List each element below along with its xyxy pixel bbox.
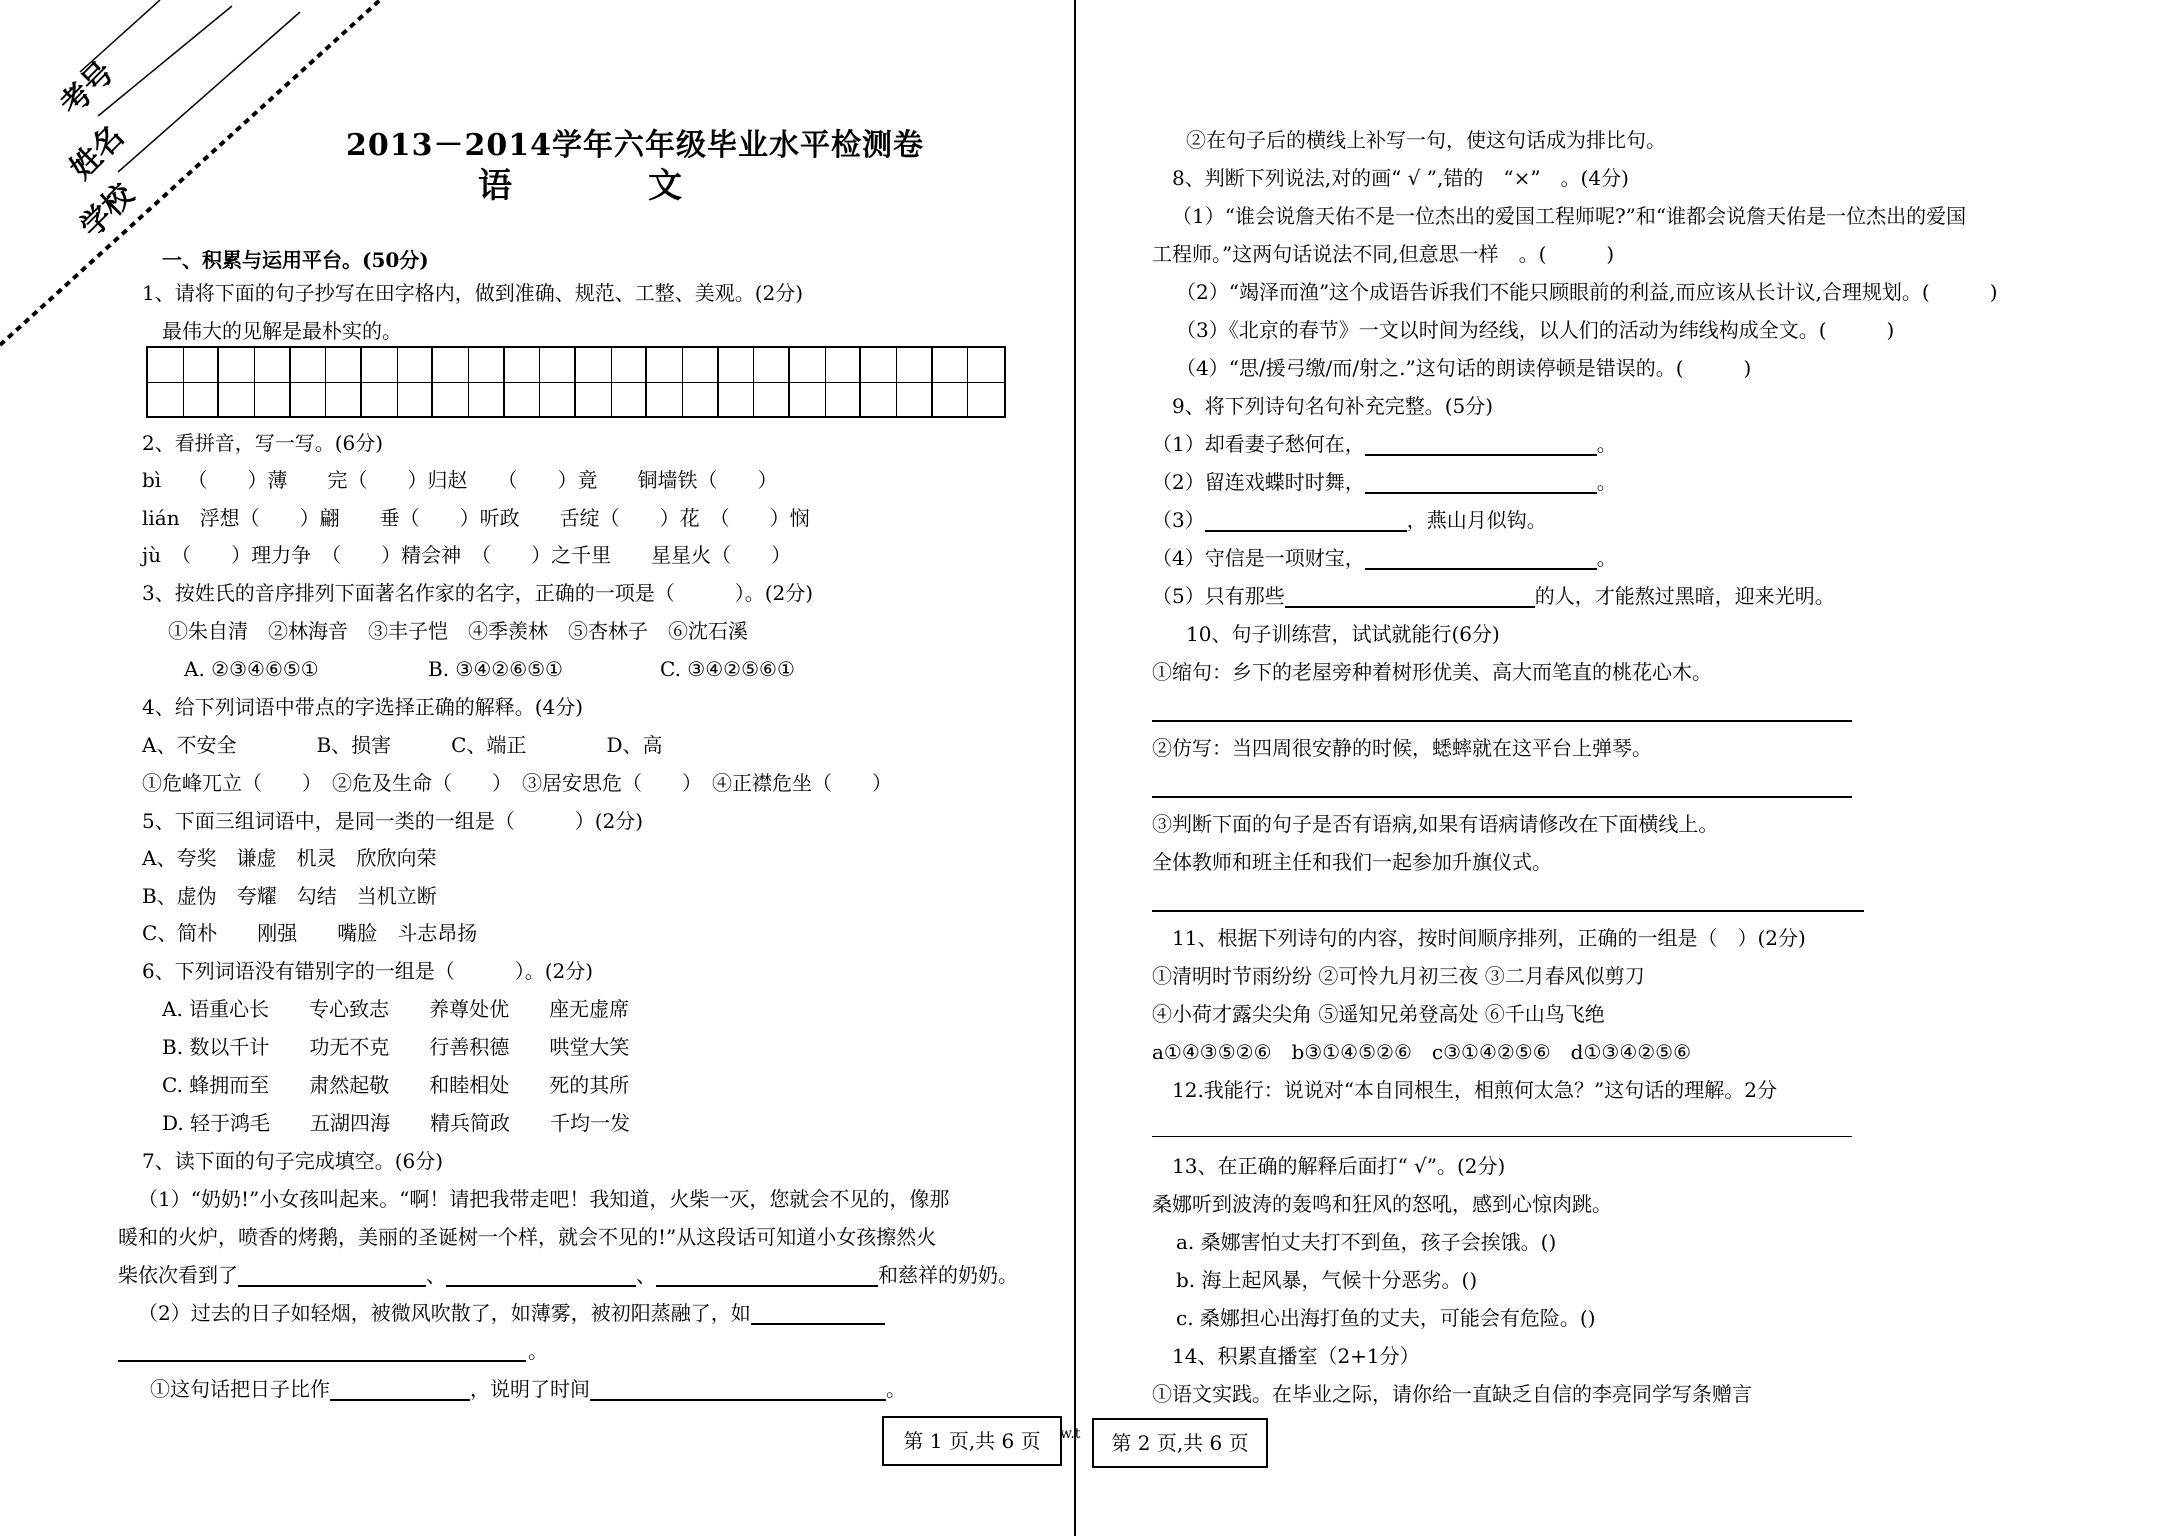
corner-decoration bbox=[0, 0, 400, 360]
q2-text: 2、看拼音，写一写。(6分) bbox=[142, 431, 384, 455]
grid-cell[interactable] bbox=[683, 348, 719, 416]
grid-cell[interactable] bbox=[326, 348, 362, 416]
q9-text: 9、将下列诗句名句补充完整。(5分) bbox=[1172, 394, 1494, 418]
q7-separator-1: 、 bbox=[426, 1263, 446, 1287]
grid-cell[interactable] bbox=[505, 348, 541, 416]
grid-cell[interactable] bbox=[897, 348, 933, 416]
grid-cell[interactable] bbox=[362, 348, 398, 416]
grid-cell[interactable] bbox=[933, 348, 969, 416]
q7-blank-6[interactable] bbox=[330, 1379, 470, 1401]
q6-option-c: C. 蜂拥而至 肃然起敬 和睦相处 死的其所 bbox=[162, 1073, 630, 1097]
grid-cell[interactable] bbox=[754, 348, 790, 416]
q5-text: 5、下面三组词语中，是同一类的一组是（ ）(2分) bbox=[142, 809, 644, 833]
page-divider bbox=[1074, 0, 1076, 1536]
subject-char-2: 文 bbox=[648, 166, 682, 206]
q7-blank-3[interactable] bbox=[656, 1265, 878, 1287]
q9-item-4-text: （4）守信是一项财宝， bbox=[1152, 546, 1365, 570]
subject-char-1: 语 bbox=[478, 166, 512, 206]
q7-para-3 bbox=[150, 1377, 906, 1401]
exam-title: 2013－2014学年六年级毕业水平检测卷 bbox=[346, 128, 924, 163]
grid-cell[interactable] bbox=[790, 348, 826, 416]
q8-text: 8、判断下列说法,对的画“ √ ”,错的 “×” 。(4分) bbox=[1172, 166, 1629, 190]
q9-item-4 bbox=[1152, 546, 1617, 570]
q7-blank-4[interactable] bbox=[751, 1303, 885, 1325]
q11-line-3: a①④③⑤②⑥ b③①④⑤②⑥ c③①④②⑤⑥ d①③④②⑤⑥ bbox=[1152, 1040, 1692, 1064]
q4-text: 4、给下列词语中带点的字选择正确的解释。(4分) bbox=[142, 695, 584, 719]
grid-cell[interactable] bbox=[612, 348, 648, 416]
tianzige-grid[interactable] bbox=[146, 346, 1006, 418]
q2-line-2: lián 浮想（ ）翩 垂（ ）听政 舌绽（ ）花 （ ）悯 bbox=[142, 506, 810, 530]
q7-para-1c bbox=[118, 1263, 1018, 1287]
grid-cell[interactable] bbox=[540, 348, 576, 416]
q9-item-2-end: 。 bbox=[1596, 470, 1617, 494]
q10-answer-line-3[interactable] bbox=[1152, 910, 1864, 912]
q9-blank-1[interactable] bbox=[1365, 434, 1597, 456]
page-number-left: 第 1 页,共 6 页 bbox=[882, 1416, 1062, 1466]
q13-option-b: b. 海上起风暴，气候十分恶劣。() bbox=[1176, 1268, 1478, 1292]
q12-text: 12.我能行：说说对“本自同根生，相煎何太急？”这句话的理解。2分 bbox=[1172, 1078, 1777, 1102]
q7-sub-2: ②在句子后的横线上补写一句，使这句话成为排比句。 bbox=[1186, 128, 1666, 152]
q7-text: 7、读下面的句子完成填空。(6分) bbox=[142, 1149, 444, 1173]
q11-text: 11、根据下列诗句的内容，按时间顺序排列，正确的一组是（ ）(2分) bbox=[1172, 926, 1806, 950]
q9-item-2-text: （2）留连戏蝶时时舞， bbox=[1152, 470, 1365, 494]
q7-para-1c-suffix: 和慈祥的奶奶。 bbox=[878, 1263, 1018, 1287]
q9-item-5-prefix: （5）只有那些 bbox=[1152, 584, 1285, 608]
q6-option-d: D. 轻于鸿毛 五湖四海 精兵简政 千均一发 bbox=[162, 1111, 631, 1135]
page-number-right: 第 2 页,共 6 页 bbox=[1092, 1418, 1268, 1468]
q2-line-3: jù （ ）理力争 （ ）精会神 （ ）之千里 星星火（ ） bbox=[142, 543, 792, 567]
q7-para-3-end: 。 bbox=[886, 1377, 906, 1401]
q9-item-2 bbox=[1152, 470, 1617, 494]
q7-para-3-mid: ，说明了时间 bbox=[470, 1377, 590, 1401]
q3-names: ①朱自清 ②林海音 ③丰子恺 ④季羡林 ⑤杏林子 ⑥沈石溪 bbox=[168, 619, 748, 643]
q9-item-5 bbox=[1152, 584, 1835, 608]
q7-blank-5[interactable] bbox=[118, 1360, 526, 1362]
q3-option-c: C. ③④②⑤⑥① bbox=[660, 657, 795, 681]
grid-cell[interactable] bbox=[433, 348, 469, 416]
section-1-heading: 一、积累与运用平台。(50分) bbox=[162, 248, 429, 272]
q9-item-1 bbox=[1152, 432, 1617, 456]
q9-item-1-end: 。 bbox=[1596, 432, 1617, 456]
q9-item-3-text: ，燕山月似钩。 bbox=[1406, 508, 1547, 532]
grid-cell[interactable] bbox=[255, 348, 291, 416]
q4-options: A、不安全 B、损害 C、端正 D、高 bbox=[142, 733, 663, 757]
q6-option-b: B. 数以千计 功无不克 行善积德 哄堂大笑 bbox=[162, 1035, 630, 1059]
q8-item-1b: 工程师。”这两句话说法不同,但意思一样 。( ) bbox=[1152, 242, 1615, 266]
q12-answer-line[interactable] bbox=[1152, 1136, 1852, 1137]
q3-option-a: A. ②③④⑥⑤① bbox=[184, 657, 319, 681]
q9-item-1-text: （1）却看妻子愁何在， bbox=[1152, 432, 1365, 456]
grid-cell[interactable] bbox=[148, 348, 184, 416]
q9-item-5-text: 的人，才能熬过黑暗，迎来光明。 bbox=[1534, 584, 1835, 608]
grid-cell[interactable] bbox=[291, 348, 327, 416]
grid-cell[interactable] bbox=[826, 348, 862, 416]
q3-text: 3、按姓氏的音序排列下面著名作家的名字，正确的一项是（ ）。(2分) bbox=[142, 581, 814, 605]
q7-para-2-text: （2）过去的日子如轻烟，被微风吹散了，如薄雾，被初阳蒸融了，如 bbox=[138, 1301, 751, 1325]
exam-number-label: 考号 bbox=[53, 55, 121, 123]
q7-para-2-end: 。 bbox=[528, 1339, 548, 1363]
q7-para-1c-prefix: 柴依次看到了 bbox=[118, 1263, 238, 1287]
q10-answer-line-1[interactable] bbox=[1152, 720, 1852, 722]
q7-para-1b: 暖和的火炉，喷香的烤鹅，美丽的圣诞树一个样，就会不见的!”从这段话可知道小女孩擦然火 bbox=[118, 1225, 937, 1249]
q5-option-c: C、简朴 刚强 嘴脸 斗志昂扬 bbox=[142, 921, 478, 945]
q10-text: 10、句子训练营，试试就能行(6分) bbox=[1186, 622, 1500, 646]
grid-cell[interactable] bbox=[398, 348, 434, 416]
q10-answer-line-2[interactable] bbox=[1152, 796, 1852, 798]
q8-item-2: （2）“竭泽而渔”这个成语告诉我们不能只顾眼前的利益,而应该从长计议,合理规划。( ) bbox=[1176, 280, 1998, 304]
q9-blank-2[interactable] bbox=[1365, 472, 1597, 494]
q8-item-3: （3）《北京的春节》一文以时间为经线，以人们的活动为纬线构成全文。( ) bbox=[1176, 318, 1895, 342]
q7-para-2 bbox=[138, 1301, 885, 1325]
q9-item-3-prefix: （3） bbox=[1152, 508, 1205, 532]
q9-blank-4[interactable] bbox=[1365, 548, 1597, 570]
q9-item-4-end: 。 bbox=[1596, 546, 1617, 570]
q14-item-1: ①语文实践。在毕业之际，请你给一直缺乏自信的李亮同学写条赠言 bbox=[1152, 1382, 1752, 1406]
watermark-fragment: w.t bbox=[1060, 1426, 1081, 1442]
q7-blank-7[interactable] bbox=[590, 1379, 886, 1401]
q5-option-b: B、虚伪 夸耀 勾结 当机立断 bbox=[142, 884, 437, 908]
school-label: 学校 bbox=[73, 177, 141, 245]
q7-para-3-prefix: ①这句话把日子比作 bbox=[150, 1377, 330, 1401]
grid-cell[interactable] bbox=[184, 348, 220, 416]
q7-separator-2: 、 bbox=[636, 1263, 656, 1287]
q7-para-1a: （1）“奶奶!”小女孩叫起来。“啊！请把我带走吧！我知道，火柴一灭，您就会不见的，像那 bbox=[138, 1187, 950, 1211]
grid-cell[interactable] bbox=[576, 348, 612, 416]
grid-cell[interactable] bbox=[861, 348, 897, 416]
grid-cell[interactable] bbox=[219, 348, 255, 416]
q1-sentence: 最伟大的见解是最朴实的。 bbox=[162, 319, 402, 343]
q11-line-1: ①清明时节雨纷纷 ②可怜九月初三夜 ③二月春风似剪刀 bbox=[1152, 964, 1645, 988]
q10-item-2: ②仿写：当四周很安静的时候，蟋蟀就在这平台上弹琴。 bbox=[1152, 736, 1652, 760]
q3-option-b: B. ③④②⑥⑤① bbox=[428, 657, 563, 681]
q6-option-a: A. 语重心长 专心致志 养尊处优 座无虚席 bbox=[162, 997, 630, 1021]
q13-sentence: 桑娜听到波涛的轰鸣和狂风的怒吼，感到心惊肉跳。 bbox=[1152, 1192, 1612, 1216]
q8-item-1a: （1）“谁会说詹天佑不是一位杰出的爱国工程师呢?”和“谁都会说詹天佑是一位杰出的爱国 bbox=[1172, 204, 1967, 228]
name-label: 姓名 bbox=[63, 119, 131, 187]
q4-words: ①危峰兀立（ ） ②危及生命（ ） ③居安思危（ ） ④正襟危坐（ ） bbox=[142, 771, 892, 795]
q5-option-a: A、夸奖 谦虚 机灵 欣欣向荣 bbox=[142, 846, 437, 870]
q1-text: 1、请将下面的句子抄写在田字格内，做到准确、规范、工整、美观。(2分) bbox=[142, 281, 804, 305]
q13-text: 13、在正确的解释后面打“ √”。(2分) bbox=[1172, 1154, 1506, 1178]
q10-item-3: ③判断下面的句子是否有语病,如果有语病请修改在下面横线上。 bbox=[1152, 812, 1719, 836]
q8-item-4: （4）“思/援弓缴/而/射之.”这句话的朗读停顿是错误的。( ) bbox=[1176, 356, 1752, 380]
grid-cell[interactable] bbox=[469, 348, 505, 416]
q14-text: 14、积累直播室（2+1分） bbox=[1172, 1344, 1420, 1368]
q6-text: 6、下列词语没有错别字的一组是（ ）。(2分) bbox=[142, 959, 594, 983]
q11-line-2: ④小荷才露尖尖角 ⑤遥知兄弟登高处 ⑥千山鸟飞绝 bbox=[1152, 1002, 1605, 1026]
q9-item-3 bbox=[1152, 508, 1547, 532]
q13-option-a: a. 桑娜害怕丈夫打不到鱼，孩子会挨饿。() bbox=[1176, 1230, 1557, 1254]
q10-item-1: ①缩句：乡下的老屋旁种着树形优美、高大而笔直的桃花心木。 bbox=[1152, 660, 1712, 684]
grid-cell[interactable] bbox=[647, 348, 683, 416]
q10-item-3-sentence: 全体教师和班主任和我们一起参加升旗仪式。 bbox=[1152, 850, 1552, 874]
grid-cell[interactable] bbox=[719, 348, 755, 416]
q7-blank-2[interactable] bbox=[446, 1265, 636, 1287]
q13-option-c: c. 桑娜担心出海打鱼的丈夫，可能会有危险。() bbox=[1176, 1306, 1596, 1330]
q9-blank-5[interactable] bbox=[1285, 586, 1535, 608]
q7-blank-1[interactable] bbox=[238, 1265, 426, 1287]
q2-line-1: bì （ ）薄 完（ ）归赵 （ ）竟 铜墙铁（ ） bbox=[142, 468, 778, 492]
q9-blank-3[interactable] bbox=[1205, 510, 1407, 532]
